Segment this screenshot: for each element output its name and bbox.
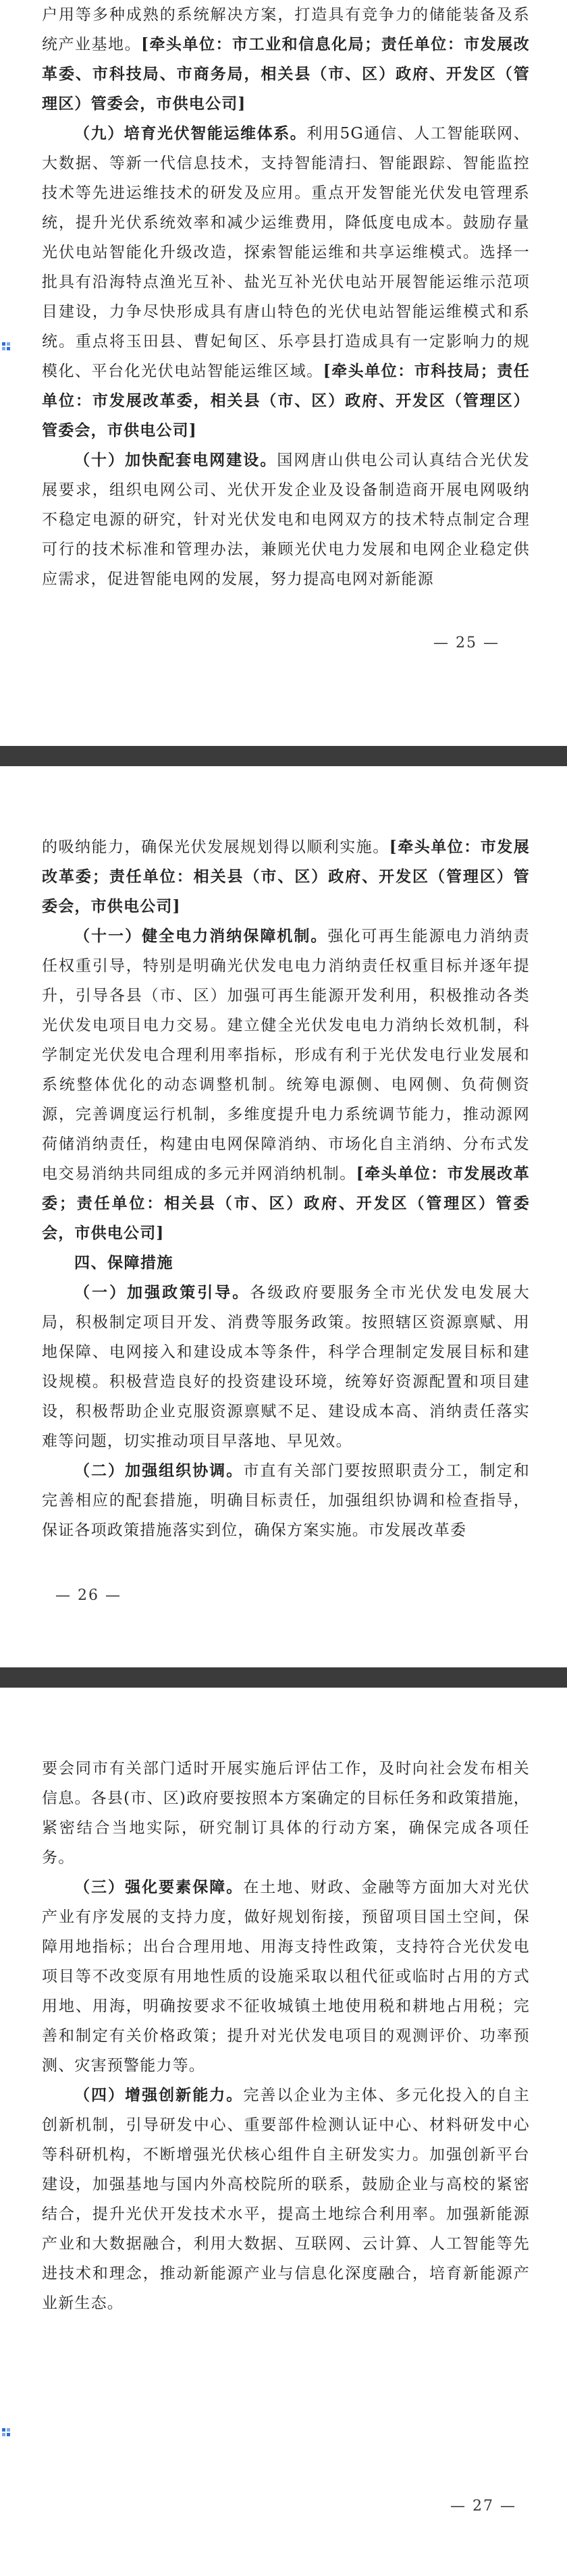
page-body	[42, 0, 530, 594]
paragraph-text: 在土地、财政、金融等方面加大对光伏产业有序发展的支持力度，做好规划衔接，预留项目国土空间，保障用地指标；出台合理用地、用海支持性政策，支持符合光伏发电项目等不改变原有用地性质的设施采取以租代征或临时占用的方式用地、用海，明确按要求不征收城镇土地使用税和耕地占用税；完善和制定有关价格政策；提升对光伏发电项目的观测评价、功率预测、灾害预警能力等。	[42, 1879, 531, 2074]
paragraph-innovation	[42, 2081, 530, 2318]
paragraph-text: 各级政府要服务全市光伏发电发展大局，积极制定项目开发、消费等服务政策。按照辖区资源禀赋、用地保障、电网接入和建设成本等条件，科学合理制定发展目标和建设规模。积极营造良好的投资建设环境，统筹好资源配置和项目建设，积极帮助企业克服资源禀赋不足、建设成本高、消纳责任落实难等问题，切实推动项目早落地、早见效。	[42, 1284, 531, 1450]
document-page-25	[0, 0, 567, 746]
document-page-27	[0, 1688, 567, 2576]
page-separator	[0, 746, 567, 766]
section-heading: 四、保障措施	[74, 1254, 173, 1272]
paragraph-storage-base	[42, 0, 530, 119]
paragraph-text: 户用等多种成熟的系统解决方案，打造具有竞争力的储能装备及系统产业基地。	[42, 6, 530, 53]
paragraph-text: 要会同市有关部门适时开展实施后评估工作，及时向社会发布相关信息。各县(市、区)政府要按照本方案确定的目标任务和政策措施，紧密结合当地实际，研究制订具体的行动方案，确保完成各项任务。	[42, 1760, 530, 1867]
responsibility-note: [牵头单位：市科技局；责任单位：市发展改革委，相关县（市、区）政府、开发区（管理区）管委会，市供电公司]	[42, 362, 531, 439]
page-body	[42, 832, 530, 1545]
paragraph-heading: （十）加快配套电网建设。	[74, 451, 277, 469]
paragraph-text: 国网唐山供电公司认真结合光伏发展要求，组织电网公司、光伏开发企业及设备制造商开展电网吸纳不稳定电源的研究，针对光伏发电和电网双方的技术特点制定合理可行的技术标准和管理办法，兼顾光伏电力发展和电网企业稳定供应需求，促进智能电网的发展，努力提高电网对新能源	[42, 452, 531, 588]
page-number: — 25 —	[433, 635, 500, 651]
paragraph-text: 完善以企业为主体、多元化投入的自主创新机制，引导研发中心、重要部件检测认证中心、材料研发中心等科研机构，不断增强光伏核心组件自主研发实力。加强创新平台建设，加强基地与国内外高校院所的联系，鼓励企业与高校的紧密结合，提升光伏开发技术水平，提高土地综合利用率。加强新能源产业和大数据融合，利用大数据、互联网、云计算、人工智能等先进技术和理念，推动新能源产业与信息化深度融合，培育新能源产业新生态。	[42, 2087, 531, 2312]
paragraph-resource-guarantee	[42, 1873, 530, 2081]
paragraph-heading: （四）增强创新能力。	[74, 2086, 244, 2104]
paragraph-heading: （九）培育光伏智能运维体系。	[74, 124, 307, 142]
paragraph-text: 利用5G通信、人工智能联网、大数据、等新一代信息技术，支持智能清扫、智能跟踪、智能监控技术等先进运维技术的研发及应用。重点开发智能光伏发电管理系统，提升光伏系统效率和减少运维费用，降低度电成本。鼓励存量光伏电站智能化升级改造，探索智能运维和共享运维模式。选择一批具有沿海特点渔光互补、盐光互补光伏电站开展智能运维示范项目建设，力争尽快形成具有唐山特色的光伏电站智能运维模式和系统。重点将玉田县、曹妃甸区、乐亭县打造成具有一定影响力的规模化、平台化光伏电站智能运维区域。	[42, 125, 530, 380]
paragraph-evaluation	[42, 1754, 530, 1873]
margin-marker-icon	[2, 2428, 10, 2436]
paragraph-text: 的吸纳能力，确保光伏发展规划得以顺利实施。	[42, 838, 389, 856]
responsibility-note: [牵头单位：市工业和信息化局；责任单位：市发展改革委、市科技局、市商务局，相关县（市、区）政府、开发区（管理区）管委会，市供电公司]	[42, 35, 531, 113]
paragraph-heading: （十一）健全电力消纳保障机制。	[74, 927, 328, 945]
paragraph-organization	[42, 1456, 530, 1545]
paragraph-policy-guidance	[42, 1278, 530, 1456]
page-number: — 26 —	[55, 1587, 122, 1604]
page-separator	[0, 1667, 567, 1688]
paragraph-text: 市直有关部门要按照职责分工，制定和完善相应的配套措施，明确目标责任，加强组织协调和检查指导，保证各项政策措施落实到位，确保方案实施。市发展改革委	[42, 1462, 531, 1539]
responsibility-note: [牵头单位：市发展改革委；责任单位：相关县（市、区）政府、开发区（管理区）管委会，市供电公司]	[42, 1164, 530, 1242]
paragraph-heading: （一）加强政策引导。	[74, 1283, 250, 1302]
paragraph-consumption-mechanism	[42, 921, 530, 1248]
paragraph-grid-construction	[42, 446, 530, 594]
responsibility-note: [牵头单位：市发展改革委；责任单位：相关县（市、区）政府、开发区（管理区）管委会，市供电公司]	[42, 838, 530, 915]
paragraph-text: 强化可再生能源电力消纳责任权重引导，特别是明确光伏发电电力消纳责任权重目标并逐年提升，引导各县（市、区）加强可再生能源开发利用，积极推动各类光伏发电项目电力交易。建立健全光伏发电电力消纳长效机制，科学制定光伏发电合理利用率指标，形成有利于光伏发电行业发展和系统整体优化的动态调整机制。统筹电源侧、电网侧、负荷侧资源，完善调度运行机制，多维度提升电力系统调节能力，推动源网荷储消纳责任，构建由电网保障消纳、市场化自主消纳、分布式发电交易消纳共同组成的多元并网消纳机制。	[42, 928, 531, 1183]
paragraph-heading: （三）强化要素保障。	[74, 1878, 244, 1896]
paragraph-absorption	[42, 832, 530, 921]
page-number: — 27 —	[450, 2498, 516, 2515]
paragraph-heading: （二）加强组织协调。	[74, 1461, 244, 1480]
page-body	[42, 1754, 530, 2318]
document-page-26	[0, 766, 567, 1667]
paragraph-smart-maintenance	[42, 119, 530, 446]
margin-marker-icon	[2, 342, 10, 350]
